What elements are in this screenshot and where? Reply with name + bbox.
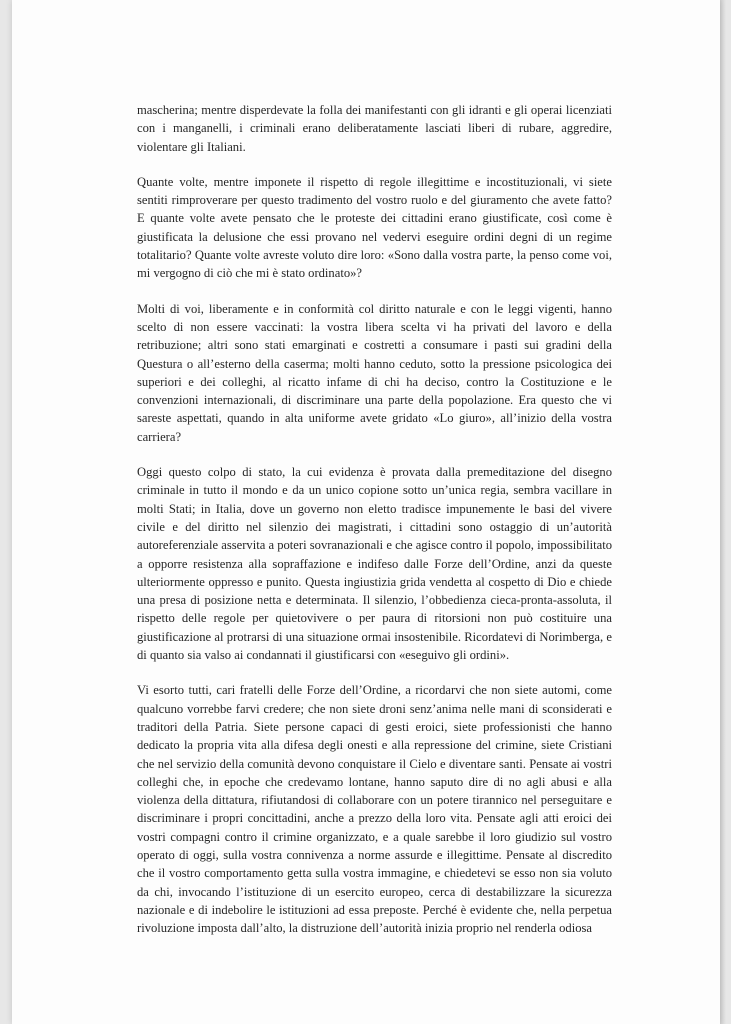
paragraph: Vi esorto tutti, cari fratelli delle Forze dell’Ordine, a ricordarvi che non siete automi, come qualcuno vorrebbe farvi credere; che non siete droni senz’anima nelle mani di sconsiderati e traditori della Patria. Siete persone capaci di gesti eroici, siete professionisti che hanno dedicato la propria vita alla difesa degli onesti e alla repressione del crimine, siete Cristiani che nel servizio della comunità devono conquistare il Cielo e diventare santi. Pensate ai vostri colleghi che, in epoche che credevamo lontane, hanno saputo dire di no agli abusi e alla violenza della dittatura, rifiutandosi di collaborare con un potere tirannico nel perseguitare e discriminare i propri concittadini, anche a prezzo della loro vita. Pensate agli atti eroici dei vostri compagni contro il crimine organizzato, e a quale sarebbe il loro giudizio sul vostro operato di oggi, sulla vostra connivenza a norme assurde e illegittime. Pensate al discredito che il vostro comportamento getta sulla vostra immagine, e chiedetevi se esso non sia voluto da chi, invocando l’istituzione di un esercito europeo, cerca di destabilizzare la sicurezza nazionale e di indebolire le istituzioni ad essa preposte. Perché è evidente che, nella perpetua rivoluzione imposta dall’alto, la distruzione dell’autorità inizia proprio nel renderla odiosa	[137, 683, 612, 936]
paragraph: Quante volte, mentre imponete il rispetto di regole illegittime e incostituzionali, vi siete sentiti rimproverare per questo tradimento del vostro ruolo e del giuramento che avete fatto? E quante volte avete pensato che le proteste dei cittadini erano giustificate, così come è giustificata la delusione che essi provano nel vedervi eseguire ordini degni di un regime totalitario? Quante volte avreste voluto dire loro: «Sono dalla vostra parte, la penso come voi, mi vergogno di ciò che mi è stato ordinato»?	[137, 174, 612, 281]
document-body	[137, 101, 612, 954]
paragraph: Molti di voi, liberamente e in conformità col diritto naturale e con le leggi vigenti, hanno scelto di non essere vaccinati: la vostra libera scelta vi ha privati del lavoro e della retribuzione; altri sono stati emarginati e costretti a consumare i pasti sui gradini della Questura o all’esterno della caserma; molti hanno ceduto, sotto la pressione psicologica dei superiori e dei colleghi, al ricatto infame di chi ha deciso, contro la Costituzione e le convenzioni internazionali, di discriminare una parte della popolazione. Era questo che vi sareste aspettati, quando in alta uniforme avete gridato «Lo giuro», all’inizio della vostra carriera?	[137, 301, 612, 444]
paragraph: Oggi questo colpo di stato, la cui evidenza è provata dalla premeditazione del disegno criminale in tutto il mondo e da un unico copione sotto un’unica regia, sembra vacillare in molti Stati; in Italia, dove un governo non eletto tradisce impunemente le basi del vivere civile e del diritto nel silenzio dei magistrati, i cittadini sono ostaggio di un’autorità autoreferenziale asservita a poteri sovranazionali e che agisce contro il popolo, impossibilitato a opporre resistenza alla sopraffazione e indifeso dalle Forze dell’Ordine, anzi da queste ulteriormente oppresso e punito. Questa ingiustizia grida vendetta al cospetto di Dio e chiede una presa di posizione netta e determinata. Il silenzio, l’obbedienza cieca-pronta-assoluta, il rispetto delle regole per quietovivere o per paura di ritorsioni non può costituire una giustificazione al protrarsi di una situazione ormai insostenibile. Ricordatevi di Norimberga, e di quanto sia valso ai condannati il giustificarsi con «eseguivo gli ordini».	[137, 465, 612, 663]
document-page	[12, 0, 720, 1024]
paragraph: mascherina; mentre disperdevate la folla dei manifestanti con gli idranti e gli operai licenziati con i manganelli, i criminali erano deliberatamente lasciati liberi di rubare, aggredire, violentare gli Italiani.	[137, 103, 612, 154]
